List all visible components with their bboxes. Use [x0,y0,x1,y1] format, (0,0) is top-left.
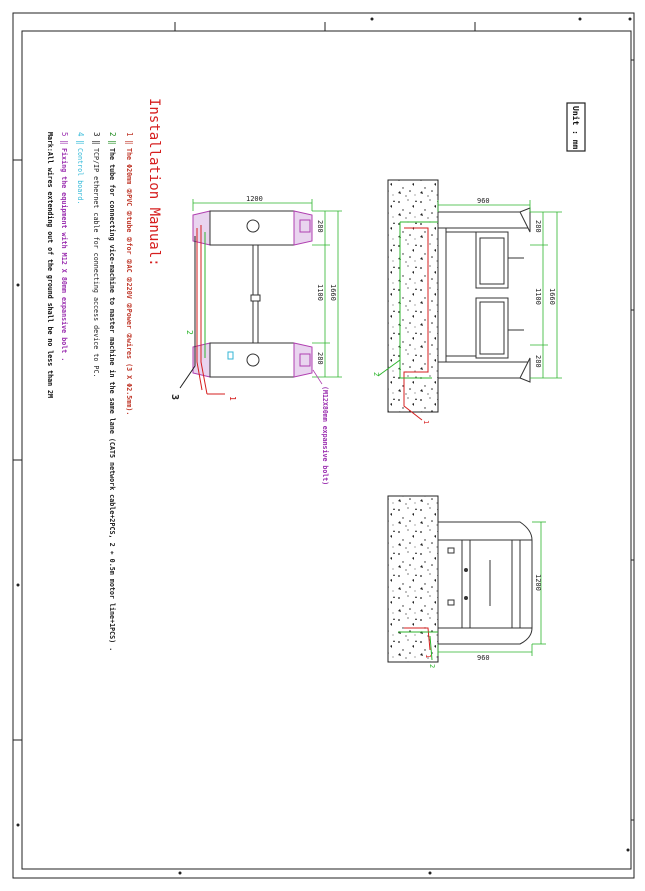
manual-item-2-num: 2 [108,132,117,137]
manual-item-1-num: 1 [125,132,134,137]
plan-dim-1100: 1100 [316,284,324,301]
plan-dim-280-top: 280 [316,220,324,233]
plan-bottom-unit [193,343,312,377]
side-view [388,496,546,668]
front-dim-280-top: 280 [534,220,542,233]
manual-item-4-text: Control board. [76,148,84,205]
side-dim-1200: 1200 [534,574,542,591]
plan-view [169,195,342,485]
manual-item-1 [125,132,134,415]
manual-title: Installation Manual: [146,98,162,267]
manual-item-4 [76,132,85,204]
unit-label: Unit : mm [571,106,580,150]
manual-item-5-text: Fixing the equipment with M12 X 80mm expansive bolt . [60,148,68,362]
plan-dim-280-bottom: 280 [316,352,324,365]
svg-text:‖: ‖ [76,140,85,145]
front-ground-concrete [388,180,438,412]
front-dim-960: 960 [477,197,490,205]
plan-dim-width: 1200 [246,195,263,203]
side-callout-2: 2 [428,664,436,669]
plan-barrier-bars [251,245,260,343]
front-dim-1100: 1100 [534,288,542,305]
plan-dim-1660: 1660 [329,284,337,301]
front-dim-1660: 1660 [548,288,556,305]
installation-manual [46,98,162,651]
manual-item-1-text: The Φ20mm ②PVC ②tube ②for ②AC ②220V ②Power ②wires (3 X Φ2.5mm). [125,148,133,416]
front-view [372,180,562,424]
manual-item-5 [60,132,69,361]
manual-item-5-num: 5 [60,132,69,137]
plan-top-unit [193,211,312,245]
manual-mark: Mark:All wires extending out of the ground shall be no less than 2M [46,132,54,398]
svg-text:‖: ‖ [92,140,101,145]
front-callout-1: 1 [422,420,430,425]
side-callout-1: 1 [424,654,432,659]
manual-item-2 [108,132,117,651]
front-dim-280-bottom: 280 [534,355,542,368]
svg-text:‖: ‖ [125,140,134,145]
front-machine [438,208,530,382]
plan-callout-2: 2 [185,330,194,335]
svg-text:‖: ‖ [60,140,69,145]
bolt-note: (M12X80mm expansive bolt) [321,386,329,486]
manual-item-2-text: The tube for connecting vice-machine to master machine in the same lane (CAT5 network cable+2PCS, 2 ∗ 0.5m motor line+1PCS) . [108,148,116,652]
side-machine [438,522,532,644]
manual-item-3-text: TCP/IP ethernet cable for connecting access device to PC. [92,148,100,378]
plan-callout-1: 1 [228,396,237,401]
unit-box [567,103,585,151]
manual-item-4-num: 4 [76,132,85,137]
plan-callout-3: 3 [169,394,180,401]
manual-item-3-num: 3 [92,132,101,137]
svg-text:‖: ‖ [108,140,117,145]
front-callout-2: 2 [372,372,380,377]
manual-item-3 [92,132,101,378]
side-dim-960: 960 [477,654,490,662]
